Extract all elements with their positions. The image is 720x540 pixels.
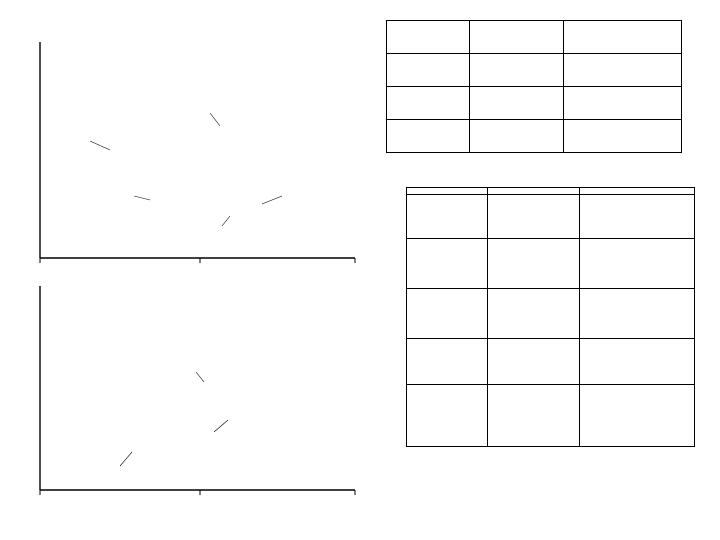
table-cell — [579, 289, 694, 339]
table-cell — [387, 87, 470, 120]
table-cell — [407, 385, 488, 447]
table-cell — [469, 87, 563, 120]
table-cell — [487, 239, 579, 289]
table-row — [407, 385, 695, 447]
table-eras-header-cell — [387, 21, 470, 54]
table-cell — [563, 87, 681, 120]
table-row — [407, 239, 695, 289]
table-row — [407, 195, 695, 239]
table-cell — [469, 120, 563, 153]
table-periods-header — [407, 188, 695, 195]
table-cell — [487, 289, 579, 339]
table-periods-header-cell — [487, 188, 579, 195]
table-eras-header-cell — [563, 21, 681, 54]
table-cell — [563, 120, 681, 153]
table-cell — [407, 239, 488, 289]
table-cell — [579, 239, 694, 289]
table-civilization-periods — [406, 187, 695, 447]
table-cell — [387, 120, 470, 153]
table-row — [387, 87, 682, 120]
table-periods-header-cell — [579, 188, 694, 195]
table-periods-header-cell — [407, 188, 488, 195]
bottom-chart — [0, 0, 355, 495]
table-row — [407, 339, 695, 385]
table-cell — [563, 54, 681, 87]
table-cell — [579, 385, 694, 447]
table-cell — [579, 195, 694, 239]
table-technosphere-eras — [386, 20, 682, 153]
table-cell — [387, 54, 470, 87]
table-eras-header-cell — [469, 21, 563, 54]
table-cell — [487, 385, 579, 447]
table-cell — [579, 339, 694, 385]
table-cell — [407, 195, 488, 239]
table-cell — [487, 195, 579, 239]
table-cell — [407, 339, 488, 385]
table-cell — [487, 339, 579, 385]
table-row — [387, 54, 682, 87]
top-chart — [0, 0, 355, 263]
table-row — [387, 120, 682, 153]
table-eras-header — [387, 21, 682, 54]
table-cell — [407, 289, 488, 339]
table-row — [407, 289, 695, 339]
table-cell — [469, 54, 563, 87]
